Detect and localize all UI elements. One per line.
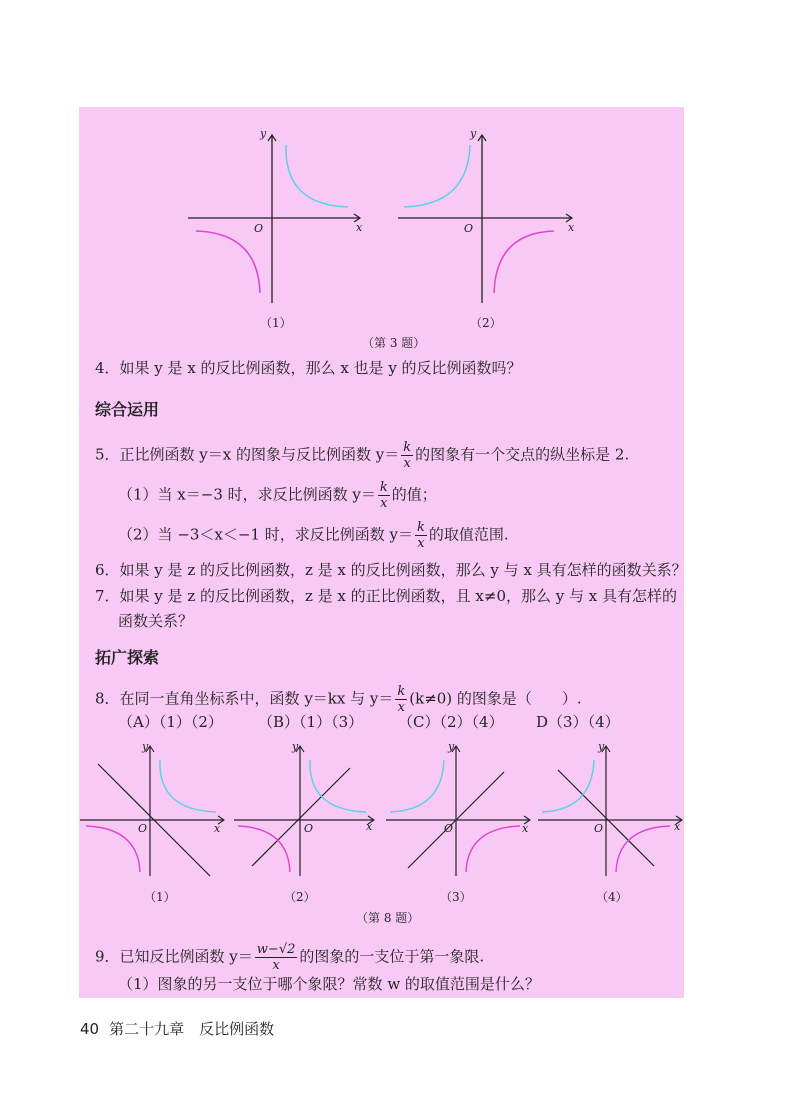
magenta-branch [196, 231, 260, 293]
q8-option-a: （A）（1）（2） [118, 713, 223, 731]
q8-pre: 8．在同一直角坐标系中，函数 y＝kx 与 y＝ [95, 689, 394, 708]
y-axis-label: y [598, 740, 605, 753]
y-axis-label: y [142, 740, 149, 753]
origin-label: O [594, 822, 604, 835]
y-axis-label: y [470, 127, 477, 140]
linear-line [252, 768, 350, 866]
x-axis-label: x [522, 822, 529, 835]
q5-sub2-post: 的取值范围. [428, 525, 509, 544]
q3-caption: （第 3 题） [362, 336, 426, 350]
x-axis-label: x [214, 822, 221, 835]
fraction-k-over-x: $\frac{k}{x}$ [403, 440, 412, 471]
magenta-branch [86, 826, 140, 872]
q4-text: 4．如果 y 是 x 的反比例函数，那么 x 也是 y 的反比例函数吗？ [95, 359, 522, 377]
q7-line2: 函数关系？ [118, 612, 194, 630]
q5-sub2 [118, 520, 509, 551]
page-number: 40 [80, 1020, 100, 1038]
magenta-branch [466, 826, 520, 872]
q8-option-d: D（3）（4） [536, 713, 620, 731]
cyan-branch [310, 760, 366, 812]
q7-line1: 7．如果 y 是 z 的反比例函数，z 是 x 的正比例函数，且 x≠0，那么 y 与 x 具有怎样的 [95, 587, 678, 605]
origin-label: O [304, 822, 314, 835]
x-axis-label: x [568, 221, 575, 234]
q8-graph-3 [386, 740, 536, 880]
q8-graph-1-label: （1） [144, 890, 176, 904]
q9-pre: 9．已知反比例函数 y＝ [95, 947, 253, 966]
q8-option-c: （C）（2）（4） [398, 713, 504, 731]
q6-text: 6．如果 y 是 z 的反比例函数，z 是 x 的反比例函数，那么 y 与 x 具有怎样的函数关系？ [95, 561, 687, 579]
cyan-branch [286, 145, 348, 207]
x-axis-label: x [356, 221, 363, 234]
q3-graph-2-label: （2） [470, 316, 502, 330]
q8-graph-3-label: （3） [440, 890, 472, 904]
origin-label: O [464, 222, 474, 235]
q8-graph-2 [234, 740, 384, 880]
q8-caption: （第 8 题） [356, 911, 420, 925]
y-axis-label: y [292, 740, 299, 753]
q5-sub1-post: 的值； [391, 485, 437, 504]
q3-graph-1 [188, 125, 368, 315]
magenta-branch [238, 826, 290, 872]
q5-text [95, 440, 629, 471]
q5-post: 的图象有一个交点的纵坐标是 2. [415, 445, 630, 464]
cyan-branch [390, 760, 444, 812]
magenta-branch [616, 826, 670, 872]
cyan-branch [160, 760, 216, 812]
origin-label: O [444, 822, 454, 835]
origin-label: O [138, 822, 148, 835]
q8-graph-1 [80, 740, 230, 880]
q5-sub1-pre: （1）当 x＝−3 时，求反比例函数 y＝ [118, 485, 376, 504]
fraction-w-minus-root2-over-x: $\frac{w-√2}{x}$ [256, 942, 296, 973]
x-axis-label: x [366, 820, 373, 833]
q8-option-b: （B）（1）（3） [258, 713, 364, 731]
y-axis-label: y [260, 127, 267, 140]
q8-graph-2-label: （2） [284, 890, 316, 904]
chapter-title: 第二十九章 反比例函数 [109, 1020, 275, 1038]
fraction-k-over-x: $\frac{k}{x}$ [417, 520, 425, 551]
section-heading-extension: 拓广探索 [95, 648, 160, 667]
q8-text [95, 684, 582, 715]
q9-sub1: （1）图象的另一支位于哪个象限？常数 w 的取值范围是什么？ [118, 975, 540, 993]
y-axis-label: y [448, 740, 455, 753]
page-footer [80, 1018, 274, 1039]
cyan-branch [542, 760, 594, 812]
origin-label: O [254, 222, 264, 235]
fraction-k-over-x: $\frac{k}{x}$ [397, 684, 406, 715]
section-heading-integrated: 综合运用 [95, 400, 160, 419]
fraction-k-over-x: $\frac{k}{x}$ [379, 480, 388, 511]
x-axis-label: x [674, 820, 681, 833]
q8-graph-4 [538, 740, 688, 880]
q5-sub1 [118, 480, 437, 511]
q5-sub2-pre: （2）当 −3＜x＜−1 时，求反比例函数 y＝ [118, 525, 414, 544]
magenta-branch [494, 231, 554, 293]
q3-graph-2 [398, 125, 588, 315]
q9-text [95, 942, 484, 973]
q3-graph-1-label: （1） [260, 316, 292, 330]
q5-pre: 5．正比例函数 y＝x 的图象与反比例函数 y＝ [95, 445, 400, 464]
q8-graph-4-label: （4） [596, 890, 628, 904]
q9-post: 的图象的一支位于第一象限. [299, 947, 485, 966]
cyan-branch [404, 145, 470, 207]
q8-post: (k≠0) 的图象是（ ）. [409, 689, 582, 708]
